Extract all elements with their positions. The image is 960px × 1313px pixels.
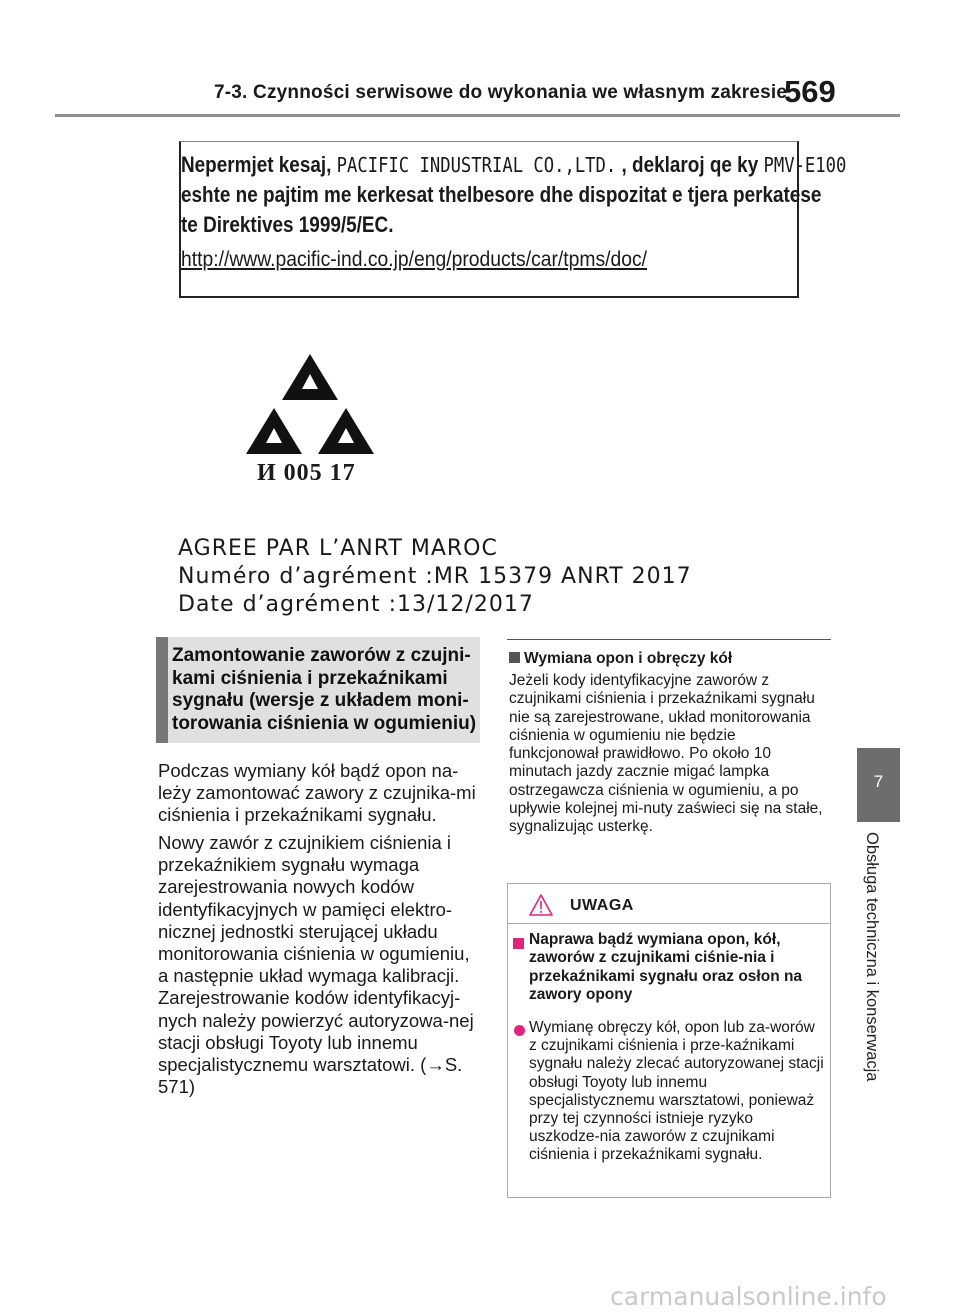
approval-code: И 005 17: [257, 460, 356, 486]
anrt-line-3: Date d’agrément :13/12/2017: [178, 592, 534, 617]
warning-triangle-icon: [528, 893, 554, 917]
manufacturer-name: PACIFIC INDUSTRIAL CO.,LTD.: [336, 153, 617, 177]
declaration-line-3: te Direktives 1999/5/EC.: [181, 212, 394, 237]
chapter-tab-number: 7: [873, 772, 884, 791]
caution-heading: Naprawa bądź wymiana opon, kół, zaworów z czujnikami ciśnie-nia i przekaźnikami sygnału oraz osłon na zawory opony: [529, 931, 803, 1003]
body-paragraph-2: Nowy zawór z czujnikiem ciśnienia i przekaźnikiem sygnału wymaga zarejestrowania nowych kodów identyfikacyjnych w pamięci elektro-nicznej jednostki sterującej układu monitorowania ciśnienia w ogumieniu, a następnie układ wymaga kalibracji. Zarejestrowanie kodów identyfikacyj-nych należy powierzyć autoryzowa-nej stacji obsługi Toyoty lub innemu specjalistycznemu warsztatowi. (→S. 571): [158, 832, 474, 1098]
anrt-line-1: AGREE PAR L’ANRT MAROC: [178, 536, 498, 561]
caution-title: UWAGA: [570, 897, 634, 914]
subsection-heading-text: Wymiana opon i obręczy kół: [524, 650, 733, 667]
chapter-tab-label-text: Obsługa techniczna i konserwacja: [863, 832, 881, 1082]
conformity-declaration-box: [179, 141, 847, 298]
section-heading: Zamontowanie zaworów z czujni-kami ciśnienia i przekaźnikami sygnału (wersje z układem moni-torowania ciśnienia w ogumieniu): [172, 645, 477, 734]
declaration-middle: , deklaroj qe ky: [621, 152, 759, 177]
caution-text: Wymianę obręczy kół, opon lub za-worów z czujnikami ciśnienia i prze-kaźnikami sygnału należy zlecać autoryzowanej stacji obsługi Toyoty lub innemu specjalistycznemu warsztatowi, ponieważ przy tej czynności istnieje ryzyko uszkodze-nia zaworów z czujnikami ciśnienia i przekaźnikami sygnału.: [529, 1019, 824, 1164]
watermark: carmanualsonline.info: [610, 1282, 887, 1311]
square-bullet-icon: [509, 652, 520, 663]
model-code: PMV-E100: [763, 153, 847, 177]
anrt-line-2: Numéro d’agrément :MR 15379 ANRT 2017: [178, 564, 692, 589]
declaration-url[interactable]: http://www.pacific-ind.co.jp/eng/products/car/tpms/doc/: [181, 248, 648, 271]
declaration-line-1: [181, 152, 846, 178]
chapter-tab-label: [862, 832, 892, 1132]
body-paragraph-1: Podczas wymiany kół bądź opon na-leży zamontować zawory z czujnika-mi ciśnienia i przekaźnikami sygnału.: [158, 760, 476, 826]
right-section-divider: [507, 639, 831, 640]
header-divider: [55, 114, 900, 117]
subsection-heading: [509, 650, 732, 668]
caution-round-bullet-icon: [514, 1025, 525, 1036]
subsection-paragraph: Jeżeli kody identyfikacyjne zaworów z czujnikami ciśnienia i przekaźnikami sygnału nie są zarejestrowane, układ monitorowania ciśnienia w ogumieniu nie będzie funkcjonował prawidłowo. Po około 10 minutach jazdy zacznie migać lampka ostrzegawcza ciśnienia w ogumieniu, a po upływie kolejnej mi-nuty zaświeci się na stałe, sygnalizując usterkę.: [509, 672, 823, 836]
page-number: 569: [784, 74, 836, 109]
caution-square-bullet-icon: [513, 938, 524, 949]
triangle-approval-mark-icon: [240, 350, 380, 460]
chapter-section-title: 7-3. Czynności serwisowe do wykonania we własnym zakresie: [214, 82, 788, 103]
declaration-line-2: eshte ne pajtim me kerkesat thelbesore dhe dispozitat e tjera perkatese: [181, 182, 822, 207]
declaration-prefix: Nepermjet kesaj,: [181, 152, 332, 177]
caution-header-divider: [507, 923, 831, 924]
section-heading-bar: [156, 637, 168, 743]
